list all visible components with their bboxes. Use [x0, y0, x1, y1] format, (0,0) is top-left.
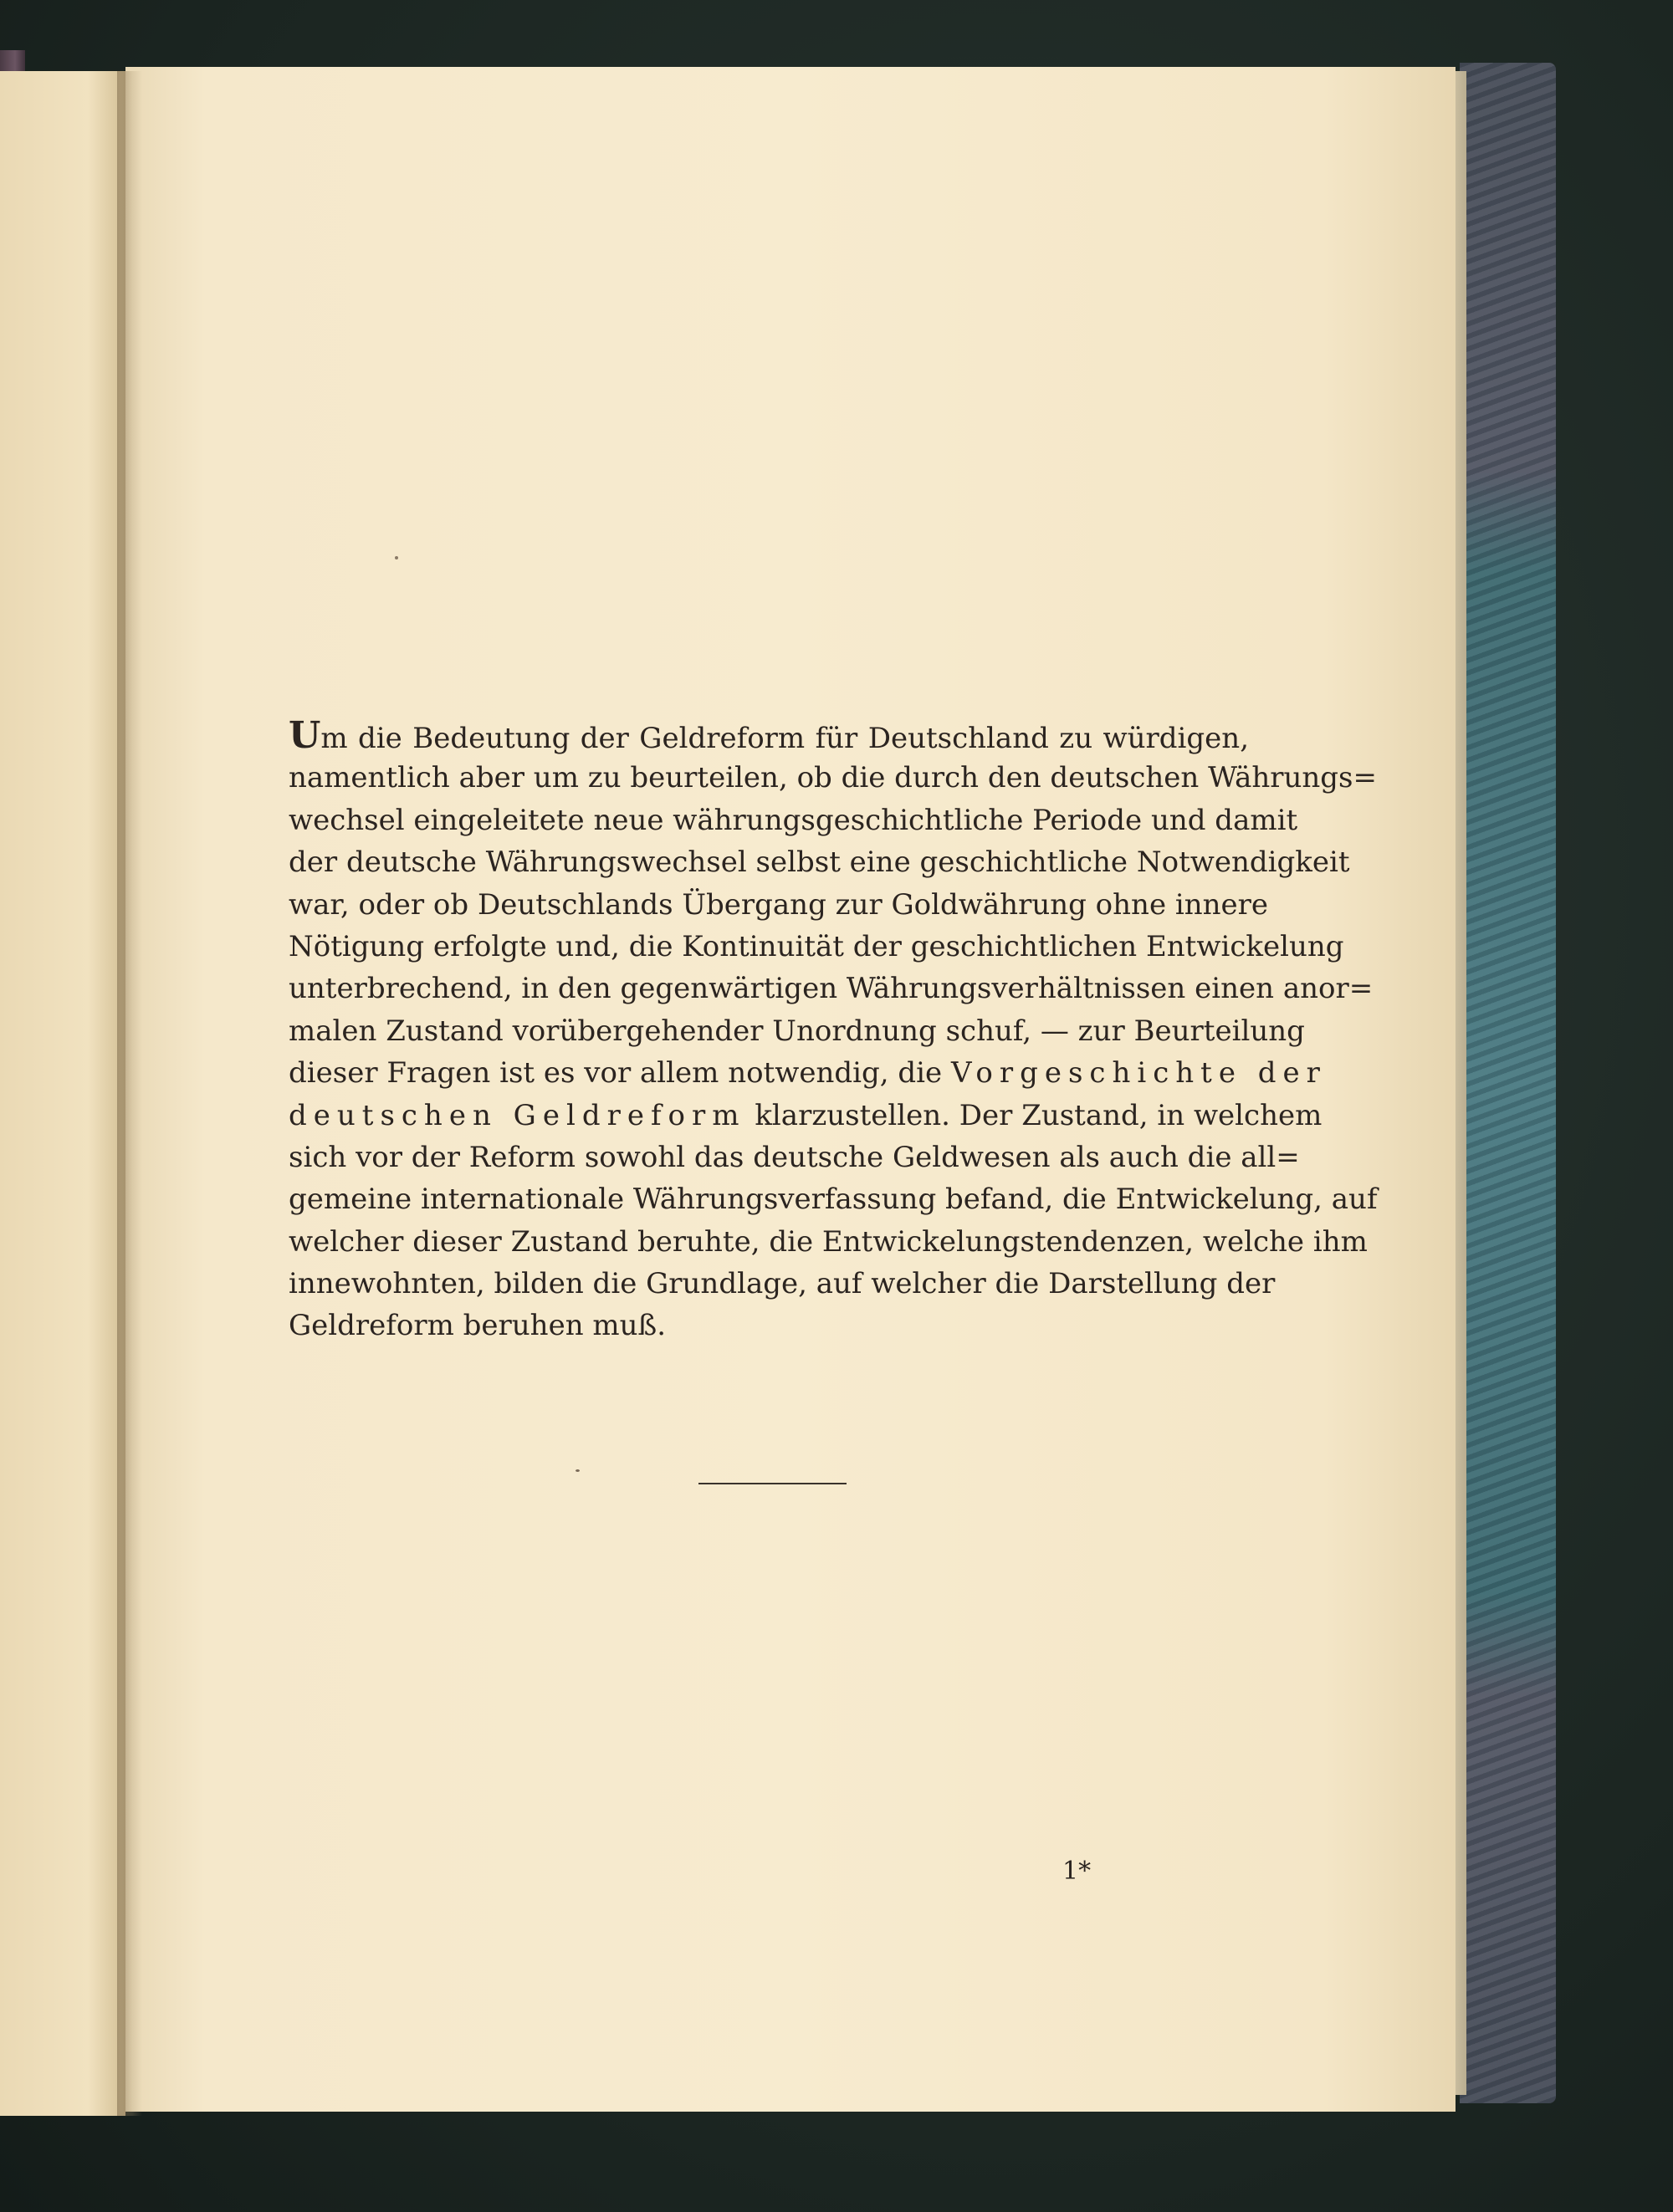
text-line: gemeine internationale Währungsverfassung befand, die Entwickelung, auf	[289, 1183, 1378, 1217]
text-line: unterbrechend, in den gegenwärtigen Währungsverhältnissen einen anor=	[289, 972, 1374, 1006]
text-line: deutschen Geldreform klarzustellen. Der Zustand, in welchem	[289, 1098, 1323, 1132]
text-line: dieser Fragen ist es vor allem notwendig, die Vorgeschichte der	[289, 1056, 1327, 1091]
text-line: wechsel eingeleitete neue währungsgeschichtliche Periode und damit	[289, 803, 1298, 837]
text-line: Geldreform beruhen muß.	[289, 1309, 667, 1343]
emphasized-text: deutschen Geldreform	[289, 1098, 746, 1132]
text-line: war, oder ob Deutschlands Übergang zur Goldwährung ohne innere	[289, 887, 1269, 922]
text-line: Um die Bedeutung der Geldreform für Deutschland zu würdigen,	[289, 714, 1249, 757]
body-paragraph	[289, 714, 1378, 1347]
text-line: sich vor der Reform sowohl das deutsche Geldwesen als auch die all=	[289, 1140, 1300, 1174]
drop-cap: U	[289, 714, 321, 757]
paper-speck	[576, 1469, 580, 1472]
text-line: welcher dieser Zustand beruhte, die Entwickelungstendenzen, welche ihm	[289, 1224, 1368, 1259]
text-line: malen Zustand vorübergehender Unordnung schuf, — zur Beurteilung	[289, 1014, 1305, 1048]
text-line: Nötigung erfolgte und, die Kontinuität der geschichtlichen Entwickelung	[289, 929, 1344, 963]
text-line: namentlich aber um zu beurteilen, ob die durch den deutschen Währungs=	[289, 761, 1377, 795]
text-line: der deutsche Währungswechsel selbst eine geschichtliche Notwendigkeit	[289, 845, 1350, 880]
signature-mark: 1*	[1062, 1857, 1092, 1886]
emphasized-text: Vorgeschichte der	[950, 1056, 1327, 1091]
section-rule	[698, 1483, 847, 1484]
text-line: innewohnten, bilden die Grundlage, auf welcher die Darstellung der	[289, 1267, 1276, 1301]
paper-speck	[395, 556, 398, 559]
